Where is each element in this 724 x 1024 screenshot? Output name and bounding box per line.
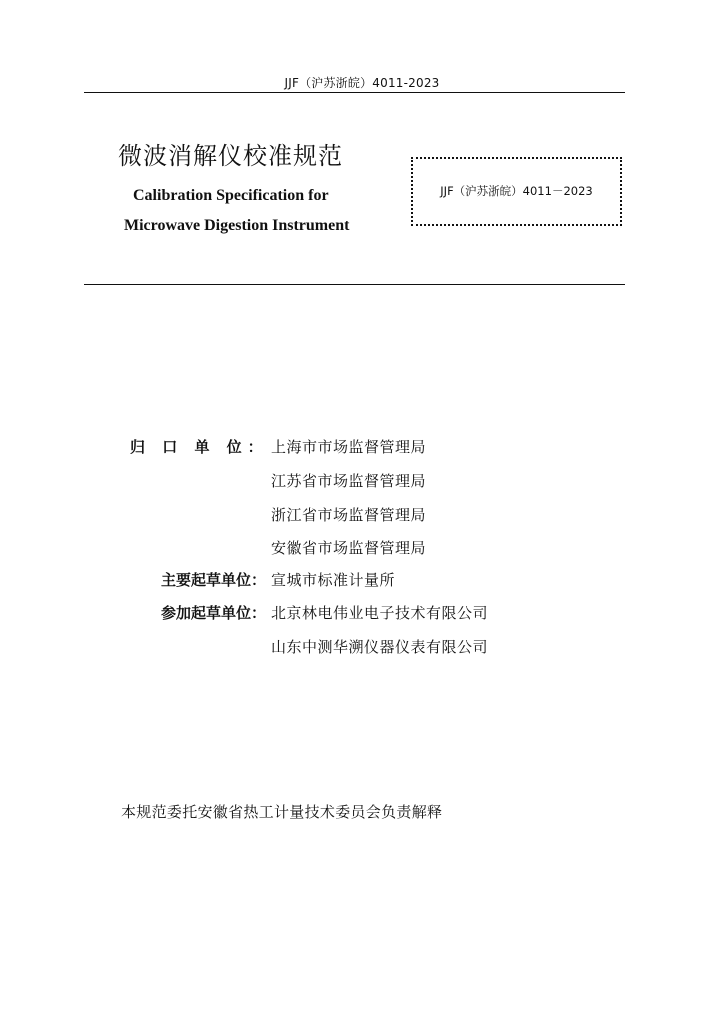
centralized-unit-3: 浙江省市场监督管理局 — [271, 506, 427, 524]
title-chinese: 微波消解仪校准规范 — [118, 142, 343, 170]
participating-unit-1: 北京林电伟业电子技术有限公司 — [271, 604, 489, 622]
header-rule — [84, 92, 625, 93]
centralized-unit-2: 江苏省市场监督管理局 — [271, 472, 427, 490]
title-english-line-2: Microwave Digestion Instrument — [124, 217, 350, 234]
centralized-unit-4: 安徽省市场监督管理局 — [271, 539, 427, 557]
main-drafting-unit-label: 主要起草单位： — [160, 571, 266, 589]
participating-unit-label: 参加起草单位： — [160, 604, 266, 622]
running-header-code: JJF（沪苏浙皖）4011-2023 — [284, 76, 440, 90]
participating-unit-2: 山东中测华溯仪器仪表有限公司 — [271, 638, 489, 656]
interpretation-note: 本规范委托安徽省热工计量技术委员会负责解释 — [121, 803, 443, 821]
main-drafting-unit-1: 宣城市标准计量所 — [271, 571, 396, 589]
title-english-line-1: Calibration Specification for — [133, 187, 329, 204]
centralized-unit-1: 上海市市场监督管理局 — [271, 438, 427, 456]
specification-code: JJF（沪苏浙皖）4011－2023 — [440, 184, 593, 198]
title-section-rule — [84, 284, 625, 285]
centralized-unit-label: 归 口 单 位： — [130, 438, 269, 456]
